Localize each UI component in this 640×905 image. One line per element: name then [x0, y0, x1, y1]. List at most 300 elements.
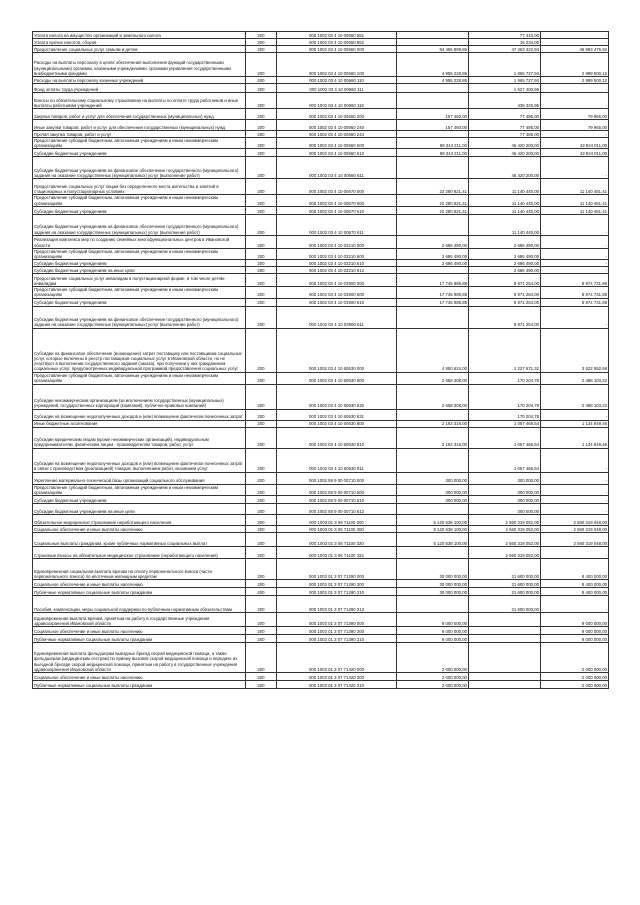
row-executed-cell: 11 140 440,00	[469, 214, 541, 235]
row-executed-cell: 8 871 254,00	[469, 306, 541, 328]
row-executed-cell: 8 871 254,00	[469, 298, 541, 306]
row-budget-classification-cell: 000 1002 03 4 10 03210 612	[277, 267, 397, 274]
row-unexecuted-cell: -	[541, 409, 609, 420]
row-assigned-cell: 30 000 000,00	[397, 588, 469, 596]
row-unexecuted-cell: -	[541, 448, 609, 472]
row-name-cell: Социальные выплаты гражданам, кроме публичных нормативных социальных выплат	[33, 533, 246, 547]
row-name-cell: Социальное обеспечение и иные выплаты населению	[33, 673, 246, 681]
row-unexecuted-cell: -	[541, 267, 609, 274]
row-budget-classification-cell: 000 1003 01 3 07 71420 310	[277, 681, 397, 689]
row-name-cell: Иные бюджетные ассигнования	[33, 420, 246, 427]
row-name-cell: Взносы по обязательному социальному страхованию на выплаты по оплате труда работников и иные выплаты работникам учреждений	[33, 93, 246, 109]
row-executed-cell: 11 140 440,00	[469, 206, 541, 214]
row-assigned-cell	[397, 547, 469, 559]
row-executed-cell: 77 495,00	[469, 109, 541, 120]
row-name-cell: Предоставление социальных услуг инвалидам в полустационарной форме, в том числе детям-инвалидам	[33, 274, 246, 287]
table-row	[33, 580, 609, 588]
row-budget-classification-cell: 000 1002 03 4 10 00670 610	[277, 206, 397, 214]
table-row	[33, 681, 609, 689]
row-budget-classification-cell: 000 1002 03 4 10 60630 810	[277, 427, 397, 448]
table-row	[33, 267, 609, 274]
table-row	[33, 260, 609, 267]
row-executed-cell: 1 057 466,54	[469, 420, 541, 427]
row-line-code-cell: 200	[246, 109, 277, 120]
row-line-code-cell: 200	[246, 157, 277, 179]
row-unexecuted-cell: 2 000 000,00	[541, 643, 609, 673]
table-row	[33, 635, 609, 643]
row-budget-classification-cell: 000 1002 03 4 10 60630 800	[277, 420, 397, 427]
row-name-cell: Субсидии бюджетным учреждениям на финансовое обеспечение государственного (муниципального) задания на оказание государственных (муниципальных) услуг (выполнение работ)	[33, 157, 246, 179]
row-unexecuted-cell: 9 000 000,00	[541, 635, 609, 643]
row-name-cell: Субсидии бюджетным учреждениям	[33, 260, 246, 267]
row-budget-classification-cell: 000 1002 03 4 10 00660 240	[277, 120, 397, 131]
table-row	[33, 46, 609, 53]
row-budget-classification-cell: 000 1002 03 4 10 03900 600	[277, 287, 397, 298]
table-row	[33, 627, 609, 635]
table-row	[33, 496, 609, 504]
row-unexecuted-cell: 9 000 000,00	[541, 627, 609, 635]
row-line-code-cell: 200	[246, 298, 277, 306]
table-row	[33, 298, 609, 306]
row-executed-cell	[469, 635, 541, 643]
row-assigned-cell: 17 745 985,88	[397, 298, 469, 306]
row-budget-classification-cell: 000 1003 01 3 07 71290 300	[277, 580, 397, 588]
row-line-code-cell: 200	[246, 306, 277, 328]
row-unexecuted-cell: 2 488 103,22	[541, 372, 609, 384]
table-row	[33, 248, 609, 259]
row-budget-classification-cell: 000 1002 03 4 10 60630 600	[277, 372, 397, 384]
row-executed-cell: 1 057 466,54	[469, 448, 541, 472]
row-name-cell: Уплата налога на имущество организаций и земельного налога	[33, 32, 246, 39]
table-row	[33, 77, 609, 84]
row-assigned-cell: 2 686 490,00	[397, 235, 469, 248]
row-line-code-cell: 200	[246, 613, 277, 627]
row-budget-classification-cell: 000 1002 59 9 00 00710 600	[277, 484, 397, 495]
row-unexecuted-cell: 11 140 481,41	[541, 179, 609, 195]
table-row	[33, 206, 609, 214]
row-name-cell: Предоставление субсидий бюджетным, автономным учреждениям и иным некоммерческим организациям	[33, 372, 246, 384]
row-unexecuted-cell: 2 488 103,22	[541, 384, 609, 409]
row-assigned-cell	[397, 504, 469, 515]
row-budget-classification-cell: 000 1002 03 4 10 00660 200	[277, 109, 397, 120]
row-assigned-cell: 4 955 228,86	[397, 77, 469, 84]
row-assigned-cell: 22 280 921,41	[397, 206, 469, 214]
row-assigned-cell: 2 192 316,00	[397, 420, 469, 427]
table-row	[33, 179, 609, 195]
row-line-code-cell: 200	[246, 384, 277, 409]
row-line-code-cell: 200	[246, 515, 277, 526]
row-name-cell: Социальное обеспечение и иные выплаты населению	[33, 627, 246, 635]
row-assigned-cell: 30 000 000,00	[397, 580, 469, 588]
row-budget-classification-cell: 000 1002 59 9 00 00710 610	[277, 496, 397, 504]
row-budget-classification-cell: 000 1002 03 4 10 00650 852	[277, 39, 397, 46]
row-line-code-cell: 200	[246, 53, 277, 77]
row-line-code-cell: 200	[246, 409, 277, 420]
row-line-code-cell: 200	[246, 77, 277, 84]
row-executed-cell: 1 965 727,94	[469, 77, 541, 84]
row-budget-classification-cell: 000 1002 03 4 10 00660 119	[277, 93, 397, 109]
row-assigned-cell: 300 000,00	[397, 496, 469, 504]
row-name-cell: Предоставление субсидий бюджетным, автономным учреждениям и иным некоммерческим организациям	[33, 138, 246, 149]
row-unexecuted-cell: -	[541, 248, 609, 259]
row-line-code-cell: 200	[246, 248, 277, 259]
row-executed-cell: 2 686 490,00	[469, 248, 541, 259]
row-budget-classification-cell: 000 1002 03 4 10 00660 110	[277, 77, 397, 84]
row-assigned-cell: 300 000,00	[397, 472, 469, 484]
row-executed-cell: 1 227 671,32	[469, 328, 541, 372]
row-line-code-cell: 200	[246, 635, 277, 643]
row-budget-classification-cell: 000 1002 03 4 10 00660 111	[277, 84, 397, 93]
row-assigned-cell: 9 000 000,00	[397, 627, 469, 635]
row-line-code-cell: 200	[246, 448, 277, 472]
row-budget-classification-cell: 000 1002 03 4 10 60630 630	[277, 384, 397, 409]
row-line-code-cell: 200	[246, 260, 277, 267]
row-unexecuted-cell: 43 924 011,00	[541, 138, 609, 149]
row-assigned-cell: 2 000 000,00	[397, 681, 469, 689]
table-row	[33, 214, 609, 235]
table-body	[33, 32, 609, 689]
row-assigned-cell: 4 955 228,86	[397, 53, 469, 77]
table-row	[33, 547, 609, 559]
row-budget-classification-cell: 000 1002 03 4 10 00670 611	[277, 214, 397, 235]
row-name-cell: Предоставление социальных услуг семьям и детям	[33, 46, 246, 53]
row-unexecuted-cell: 2 560 319 048,00	[541, 515, 609, 526]
row-name-cell: Публичные нормативные социальные выплаты гражданам	[33, 635, 246, 643]
row-unexecuted-cell: 8 874 731,88	[541, 274, 609, 287]
row-assigned-cell: 5 120 638 100,00	[397, 526, 469, 533]
row-unexecuted-cell: -	[541, 32, 609, 39]
row-name-cell: Субсидии бюджетным учреждениям на финансовое обеспечение государственного (муниципального) задания на оказание государственных (муниципальных) услуг (выполнение работ)	[33, 306, 246, 328]
row-assigned-cell	[397, 84, 469, 93]
row-assigned-cell: 157 460,00	[397, 120, 469, 131]
table-row	[33, 84, 609, 93]
row-assigned-cell: 89 344 211,00	[397, 138, 469, 149]
row-assigned-cell: 9 000 000,00	[397, 635, 469, 643]
row-assigned-cell: 5 120 638 100,00	[397, 533, 469, 547]
table-row	[33, 472, 609, 484]
row-name-cell: Публичные нормативные социальные выплаты гражданам	[33, 588, 246, 596]
row-budget-classification-cell: 000 1002 03 4 10 00660 611	[277, 157, 397, 179]
row-name-cell: Страховые взносы на обязательное медицинское страхование (неработающего населения)	[33, 547, 246, 559]
row-budget-classification-cell: 000 1002 03 4 10 03900 611	[277, 306, 397, 328]
row-unexecuted-cell: 9 000 000,00	[541, 613, 609, 627]
row-unexecuted-cell: -	[541, 84, 609, 93]
row-unexecuted-cell: 2 560 319 048,00	[541, 533, 609, 547]
row-unexecuted-cell: -	[541, 93, 609, 109]
row-name-cell: Реализация комплекса мер по созданию семейных многофункциональных центров в Ивановской области	[33, 235, 246, 248]
row-assigned-cell: 9 000 000,00	[397, 613, 469, 627]
row-name-cell: Предоставление субсидий бюджетным, автономным учреждениям и иным некоммерческим организациям	[33, 287, 246, 298]
row-line-code-cell: 200	[246, 484, 277, 495]
row-assigned-cell: 22 280 921,41	[397, 195, 469, 206]
table-row	[33, 287, 609, 298]
row-unexecuted-cell: 46 993 476,92	[541, 46, 609, 53]
row-line-code-cell: 200	[246, 504, 277, 515]
row-name-cell: Социальное обеспечение и иные выплаты населению	[33, 580, 246, 588]
table-row	[33, 384, 609, 409]
row-line-code-cell: 200	[246, 287, 277, 298]
row-budget-classification-cell: 000 1002 03 4 10 00660 610	[277, 149, 397, 157]
row-line-code-cell: 200	[246, 214, 277, 235]
row-unexecuted-cell: 8 400 000,00	[541, 588, 609, 596]
row-budget-classification-cell: 000 1002 03 4 10 00650 851	[277, 32, 397, 39]
row-executed-cell: 1 965 727,94	[469, 53, 541, 77]
row-budget-classification-cell: 000 1002 03 4 10 00660 600	[277, 138, 397, 149]
row-executed-cell: 170 204,78	[469, 409, 541, 420]
row-assigned-cell	[397, 267, 469, 274]
table-row	[33, 149, 609, 157]
row-name-cell: Публичные нормативные социальные выплаты гражданам	[33, 681, 246, 689]
row-executed-cell: 45 420 200,00	[469, 157, 541, 179]
table-row	[33, 504, 609, 515]
budget-execution-table	[32, 31, 609, 689]
row-line-code-cell: 200	[246, 472, 277, 484]
row-unexecuted-cell: -	[541, 157, 609, 179]
table-row	[33, 448, 609, 472]
row-line-code-cell: 200	[246, 32, 277, 39]
row-unexecuted-cell: -	[541, 472, 609, 484]
row-unexecuted-cell: -	[541, 596, 609, 613]
row-budget-classification-cell: 000 1002 03 4 10 60630 631	[277, 409, 397, 420]
row-budget-classification-cell: 000 1002 03 4 10 60630 000	[277, 328, 397, 372]
row-unexecuted-cell: 8 400 000,00	[541, 580, 609, 588]
row-unexecuted-cell: 11 140 481,41	[541, 206, 609, 214]
row-unexecuted-cell: 79 965,00	[541, 109, 609, 120]
row-unexecuted-cell: -	[541, 131, 609, 138]
row-line-code-cell: 200	[246, 681, 277, 689]
row-unexecuted-cell: 2 989 500,12	[541, 77, 609, 84]
table-row	[33, 195, 609, 206]
row-line-code-cell: 200	[246, 39, 277, 46]
row-executed-cell: 2 686 490,00	[469, 260, 541, 267]
row-line-code-cell: 200	[246, 84, 277, 93]
row-name-cell: Укрепление материально-технической базы организаций социального обслуживания	[33, 472, 246, 484]
row-unexecuted-cell: -	[541, 504, 609, 515]
row-budget-classification-cell: 000 1002 03 4 10 00660 000	[277, 46, 397, 53]
row-unexecuted-cell: 8 874 731,88	[541, 298, 609, 306]
table-row	[33, 235, 609, 248]
row-executed-cell: 11 140 440,00	[469, 179, 541, 195]
row-executed-cell: 45 420 200,00	[469, 149, 541, 157]
row-budget-classification-cell: 000 1002 03 4 10 00670 000	[277, 179, 397, 195]
row-unexecuted-cell: -	[541, 496, 609, 504]
row-executed-cell: 300 000,00	[469, 496, 541, 504]
row-name-cell: Предоставление субсидий бюджетным, автономным учреждениям и иным некоммерческим организациям	[33, 195, 246, 206]
row-name-cell: Субсидии бюджетным учреждениям	[33, 149, 246, 157]
row-assigned-cell	[397, 39, 469, 46]
row-line-code-cell: 200	[246, 138, 277, 149]
row-line-code-cell: 200	[246, 120, 277, 131]
row-budget-classification-cell: 000 1002 03 4 10 03210 000	[277, 235, 397, 248]
row-executed-cell: 8 871 254,00	[469, 274, 541, 287]
row-assigned-cell	[397, 131, 469, 138]
row-line-code-cell: 200	[246, 533, 277, 547]
row-name-cell: Единовременная социальная выплата врачам на оплату первоначального взноса (части первоначального взноса) по ипотечным жилищным кредитам	[33, 559, 246, 580]
row-executed-cell: 21 600 000,00	[469, 559, 541, 580]
table-row	[33, 372, 609, 384]
row-assigned-cell: 30 000 000,00	[397, 559, 469, 580]
table-row	[33, 306, 609, 328]
row-line-code-cell: 200	[246, 588, 277, 596]
row-assigned-cell	[397, 157, 469, 179]
row-executed-cell: 2 560 319 052,00	[469, 533, 541, 547]
row-assigned-cell: 94 456 899,86	[397, 46, 469, 53]
row-assigned-cell: 4 850 624,00	[397, 328, 469, 372]
row-unexecuted-cell: 2 000 000,00	[541, 673, 609, 681]
row-executed-cell: 8 871 254,00	[469, 287, 541, 298]
row-line-code-cell: 200	[246, 559, 277, 580]
row-unexecuted-cell: -	[541, 547, 609, 559]
row-budget-classification-cell: 000 1003 01 3 07 71420 000	[277, 643, 397, 673]
row-unexecuted-cell: -	[541, 235, 609, 248]
row-unexecuted-cell: 2 000 000,00	[541, 681, 609, 689]
row-name-cell: Субсидии бюджетным учреждениям на иные цели	[33, 267, 246, 274]
row-executed-cell: 2 686 490,00	[469, 235, 541, 248]
row-budget-classification-cell: 000 1002 03 4 10 00660 244	[277, 131, 397, 138]
row-budget-classification-cell: 000 1003 01 3 07 71290 000	[277, 559, 397, 580]
table-row	[33, 53, 609, 77]
row-line-code-cell: 200	[246, 372, 277, 384]
row-assigned-cell: 5 120 638 100,00	[397, 515, 469, 526]
row-budget-classification-cell: 000 1003 01 3 07 71390 300	[277, 627, 397, 635]
budget-report-sheet	[32, 31, 608, 689]
table-row	[33, 613, 609, 627]
table-row	[33, 427, 609, 448]
table-row	[33, 526, 609, 533]
row-name-cell: Предоставление субсидий бюджетным, автономным учреждениям и иным некоммерческим организациям	[33, 248, 246, 259]
row-executed-cell: 2 560 319 052,00	[469, 547, 541, 559]
row-assigned-cell: 2 192 316,00	[397, 427, 469, 448]
table-row	[33, 120, 609, 131]
row-line-code-cell: 200	[246, 596, 277, 613]
row-name-cell: Субсидии на возмещение недополученных доходов и (или) возмещение фактически понесенных затрат в связи с производством (реализацией) товаров, выполнением работ, оказанием услуг	[33, 448, 246, 472]
table-row	[33, 39, 609, 46]
table-row	[33, 484, 609, 495]
row-executed-cell: 21 600 000,00	[469, 588, 541, 596]
row-assigned-cell	[397, 93, 469, 109]
row-executed-cell	[469, 627, 541, 635]
row-line-code-cell: 200	[246, 179, 277, 195]
row-unexecuted-cell: 2 560 319 048,00	[541, 526, 609, 533]
row-assigned-cell: 17 745 985,88	[397, 274, 469, 287]
row-name-cell: Субсидии бюджетным учреждениям на финансовое обеспечение государственного (муниципального) задания на оказание государственных (муниципальных) услуг (выполнение работ)	[33, 214, 246, 235]
row-executed-cell: 47 463 422,94	[469, 46, 541, 53]
table-row	[33, 420, 609, 427]
row-name-cell: Субсидии бюджетным учреждениям	[33, 298, 246, 306]
row-name-cell: Обязательное медицинское страхование неработающего населения	[33, 515, 246, 526]
row-unexecuted-cell: 3 622 952,68	[541, 328, 609, 372]
row-executed-cell: 2 686 490,00	[469, 267, 541, 274]
row-budget-classification-cell: 000 1002 59 9 00 00710 612	[277, 504, 397, 515]
row-budget-classification-cell: 000 1003 01 3 07 71390 310	[277, 635, 397, 643]
row-line-code-cell: 200	[246, 427, 277, 448]
row-name-cell: Субсидии бюджетным учреждениям на иные цели	[33, 504, 246, 515]
row-unexecuted-cell: 8 400 000,00	[541, 559, 609, 580]
row-name-cell: Прочая закупка товаров, работ и услуг	[33, 131, 246, 138]
row-unexecuted-cell: -	[541, 306, 609, 328]
row-executed-cell: 21 600 000,00	[469, 596, 541, 613]
row-line-code-cell: 200	[246, 420, 277, 427]
row-assigned-cell: 2 000 000,00	[397, 643, 469, 673]
row-line-code-cell: 200	[246, 673, 277, 681]
row-name-cell: Предоставление субсидий бюджетным, автономным учреждениям и иным некоммерческим организациям	[33, 484, 246, 495]
row-line-code-cell: 200	[246, 206, 277, 214]
row-budget-classification-cell: 000 1003 01 3 07 71390 000	[277, 613, 397, 627]
row-executed-cell: 11 140 440,00	[469, 195, 541, 206]
row-line-code-cell: 200	[246, 496, 277, 504]
row-unexecuted-cell: 79 965,00	[541, 120, 609, 131]
row-budget-classification-cell: 000 1003 01 3 06 71100 300	[277, 526, 397, 533]
row-name-cell: Субсидии на финансовое обеспечение (возмещение) затрат поставщику или поставщикам социальных услуг, которые включены в реестр поставщиков социальных услуг в Ивановской области, но не участвуют в выполнении государственного задания (заказа), при получении у них гражданином социальных услуг, предусмотренных индивидуальной программой предоставления социальных услуг	[33, 328, 246, 372]
row-unexecuted-cell: 2 989 500,12	[541, 53, 609, 77]
row-name-cell: Предоставление социальных услуг лицам без определенного места жительства и занятий в стационарных и полустационарных условиях	[33, 179, 246, 195]
row-budget-classification-cell: 000 1002 03 4 10 03900 000	[277, 274, 397, 287]
table-row	[33, 157, 609, 179]
row-name-cell: Расходы на выплаты персоналу казенных учреждений	[33, 77, 246, 84]
table-row	[33, 109, 609, 120]
row-budget-classification-cell: 000 1002 03 4 10 60630 811	[277, 448, 397, 472]
row-line-code-cell: 200	[246, 93, 277, 109]
row-name-cell: Фонд оплаты труда учреждений	[33, 84, 246, 93]
row-executed-cell	[469, 681, 541, 689]
row-executed-cell	[469, 613, 541, 627]
row-line-code-cell: 200	[246, 526, 277, 533]
row-assigned-cell	[397, 596, 469, 613]
row-name-cell: Уплата прочих налогов, сборов	[33, 39, 246, 46]
row-name-cell: Субсидии бюджетным учреждениям	[33, 206, 246, 214]
row-budget-classification-cell: 000 1003 01 3 07 71420 300	[277, 673, 397, 681]
row-name-cell: Субсидии бюджетным учреждениям	[33, 496, 246, 504]
row-assigned-cell	[397, 214, 469, 235]
row-assigned-cell: 2 000 000,00	[397, 673, 469, 681]
row-budget-classification-cell: 000 1002 03 4 10 00660 100	[277, 53, 397, 77]
row-unexecuted-cell: -	[541, 260, 609, 267]
row-name-cell: Субсидии некоммерческим организациям (за исключением государственных (муниципальных) учреждений, государственных корпораций (компаний), публично-правовых компаний)	[33, 384, 246, 409]
row-budget-classification-cell: 000 1002 03 4 10 00670 600	[277, 195, 397, 206]
row-line-code-cell: 200	[246, 643, 277, 673]
row-assigned-cell: 300 000,00	[397, 484, 469, 495]
row-line-code-cell: 200	[246, 235, 277, 248]
row-name-cell: Социальное обеспечение и иные выплаты населению	[33, 526, 246, 533]
row-assigned-cell: 2 658 308,00	[397, 372, 469, 384]
table-row	[33, 559, 609, 580]
row-assigned-cell: 2 658 308,00	[397, 384, 469, 409]
row-name-cell: Закупка товаров, работ и услуг для обеспечения государственных (муниципальных) нужд	[33, 109, 246, 120]
row-executed-cell	[469, 673, 541, 681]
row-budget-classification-cell: 000 1003 01 3 06 71100 320	[277, 533, 397, 547]
row-line-code-cell: 200	[246, 131, 277, 138]
row-line-code-cell: 200	[246, 149, 277, 157]
row-executed-cell: 170 204,78	[469, 384, 541, 409]
row-budget-classification-cell: 000 1002 59 9 00 00710 000	[277, 472, 397, 484]
table-row	[33, 138, 609, 149]
table-row	[33, 328, 609, 372]
row-unexecuted-cell: 1 134 849,46	[541, 420, 609, 427]
table-row	[33, 409, 609, 420]
row-line-code-cell: 200	[246, 627, 277, 635]
table-row	[33, 533, 609, 547]
row-name-cell: Иные закупки товаров, работ и услуг для обеспечения государственных (муниципальных) нужд	[33, 120, 246, 131]
row-executed-cell: 300 000,00	[469, 504, 541, 515]
row-assigned-cell	[397, 409, 469, 420]
row-budget-classification-cell: 000 1002 03 4 10 03210 610	[277, 260, 397, 267]
table-row	[33, 131, 609, 138]
row-budget-classification-cell: 000 1002 03 4 10 03900 610	[277, 298, 397, 306]
row-assigned-cell: 89 344 211,00	[397, 149, 469, 157]
row-line-code-cell: 200	[246, 267, 277, 274]
row-executed-cell: 2 560 319 052,00	[469, 515, 541, 526]
row-unexecuted-cell: 43 924 011,00	[541, 149, 609, 157]
